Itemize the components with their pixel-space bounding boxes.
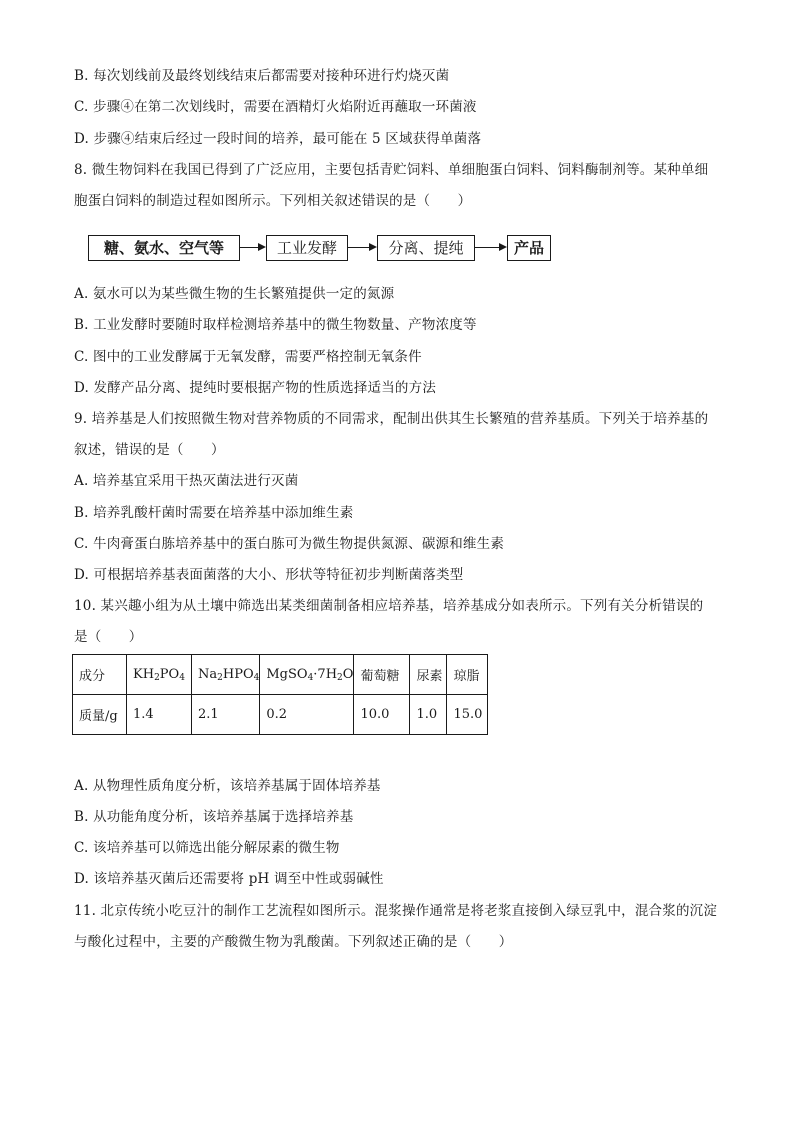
q10-stem-line1: 10. 某兴趣小组为从土壤中筛选出某类细菌制备相应培养基，培养基成分如表所示。下列有关分析错误的 [74, 598, 704, 614]
formula-part: PO [159, 666, 180, 682]
q11-stem-line2: 与酸化过程中，主要的产酸微生物为乳酸菌。下列叙述正确的是（ ） [74, 934, 513, 950]
q7-option-c: C. 步骤④在第二次划线时，需要在酒精灯火焰附近再蘸取一环菌液 [74, 99, 477, 115]
formula-part: KH [133, 666, 155, 682]
q8-stem-line1: 8. 微生物饲料在我国已得到了广泛应用，主要包括青贮饲料、单细胞蛋白饲料、饲料酶制剂等。某种单细 [74, 162, 709, 178]
formula-sub: 2 [337, 672, 343, 683]
formula-sub: 4 [307, 672, 314, 683]
q10-medium-table [72, 654, 488, 735]
formula-part: ·7H [313, 666, 338, 682]
formula-sub: 2 [154, 672, 160, 683]
q9-option-d: D. 可根据培养基表面菌落的大小、形状等特征初步判断菌落类型 [74, 567, 464, 583]
table-cell-agar: 琼脂 [447, 655, 488, 695]
table-cell-value: 15.0 [447, 695, 488, 735]
formula-part: O [342, 666, 354, 682]
table-cell-mgso4 [260, 655, 354, 695]
table-cell-value: 10.0 [354, 695, 410, 735]
table-row [73, 695, 488, 735]
q9-option-a: A. 培养基宜采用干热灭菌法进行灭菌 [74, 473, 299, 489]
q10-stem-line2: 是（ ） [74, 629, 143, 645]
table-cell-na2hpo4 [192, 655, 260, 695]
q7-option-d: D. 步骤④结束后经过一段时间的培养，最可能在 5 区域获得单菌落 [74, 131, 482, 147]
table-cell-header: 成分 [73, 655, 127, 695]
q8-stem-line2: 胞蛋白饲料的制造过程如图所示。下列相关叙述错误的是（ ） [74, 193, 472, 209]
q8-option-b: B. 工业发酵时要随时取样检测培养基中的微生物数量、产物浓度等 [74, 317, 477, 333]
formula-part: HPO [222, 666, 254, 682]
table-cell-value: 0.2 [260, 695, 354, 735]
q8-option-a: A. 氨水可以为某些微生物的生长繁殖提供一定的氮源 [74, 286, 395, 302]
table-row [73, 655, 488, 695]
formula-part: Na [198, 666, 218, 682]
table-cell-value: 1.0 [410, 695, 447, 735]
table-cell-value: 1.4 [127, 695, 192, 735]
flow-box-product: 产品 [507, 235, 551, 261]
table-cell-urea: 尿素 [410, 655, 447, 695]
q9-option-c: C. 牛肉膏蛋白胨培养基中的蛋白胨可为微生物提供氮源、碳源和维生素 [74, 536, 505, 552]
q8-option-d: D. 发酵产品分离、提纯时要根据产物的性质选择适当的方法 [74, 380, 437, 396]
q9-stem-line1: 9. 培养基是人们按照微生物对营养物质的不同需求，配制出供其生长繁殖的营养基质。下列关于培养基的 [74, 411, 709, 427]
flow-arrow [348, 247, 375, 248]
q11-stem-line1: 11. 北京传统小吃豆汁的制作工艺流程如图所示。混浆操作通常是将老浆直接倒入绿豆乳中，混合浆的沉淀 [74, 903, 718, 919]
q9-stem-line2: 叙述，错误的是（ ） [74, 442, 225, 458]
table-cell-glucose: 葡萄糖 [354, 655, 410, 695]
flow-arrow [240, 247, 264, 248]
q8-flow-diagram [88, 235, 558, 263]
formula-sub: 2 [217, 672, 223, 683]
table-cell-header: 质量/g [73, 695, 127, 735]
formula-part: MgSO [266, 666, 308, 682]
q10-option-b: B. 从功能角度分析，该培养基属于选择培养基 [74, 809, 354, 825]
flow-box-separation: 分离、提纯 [377, 235, 475, 261]
q9-option-b: B. 培养乳酸杆菌时需要在培养基中添加维生素 [74, 505, 354, 521]
flow-box-input: 糖、氨水、空气等 [88, 235, 240, 261]
table-cell-kh2po4 [127, 655, 192, 695]
table-cell-value: 2.1 [192, 695, 260, 735]
formula-sub: 4 [253, 672, 260, 683]
flow-arrow [475, 247, 505, 248]
q10-option-a: A. 从物理性质角度分析，该培养基属于固体培养基 [74, 778, 381, 794]
formula-sub: 4 [179, 672, 185, 683]
q7-option-b: B. 每次划线前及最终划线结束后都需要对接种环进行灼烧灭菌 [74, 68, 450, 84]
flow-box-fermentation: 工业发酵 [266, 235, 348, 261]
q10-option-d: D. 该培养基灭菌后还需要将 pH 调至中性或弱碱性 [74, 871, 384, 887]
q10-option-c: C. 该培养基可以筛选出能分解尿素的微生物 [74, 840, 340, 856]
q8-option-c: C. 图中的工业发酵属于无氧发酵，需要严格控制无氧条件 [74, 349, 422, 365]
